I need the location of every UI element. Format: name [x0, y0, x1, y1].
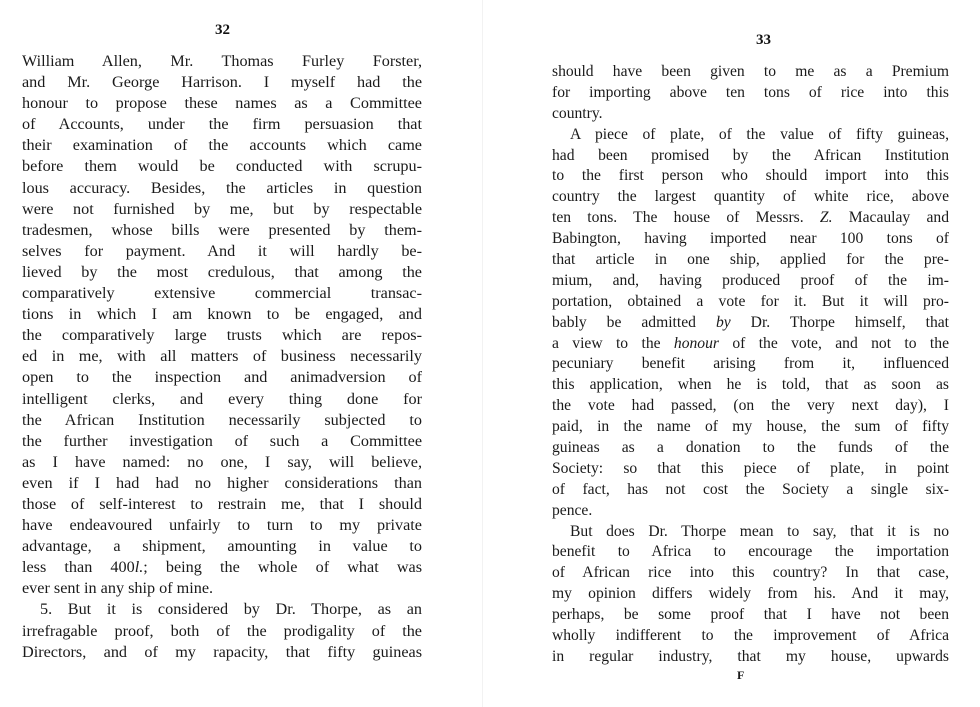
- text-line: Society: so that this piece of plate, in point: [552, 459, 949, 477]
- text-line: ten tons. The house of Messrs. Z. Macaulay and: [552, 209, 949, 227]
- page-number-left: 32: [215, 22, 230, 38]
- text-line: Babington, having imported near 100 tons of: [552, 230, 949, 248]
- text-line: ed in me, with all matters of business necessarily: [22, 347, 422, 366]
- text-line: bably be admitted by Dr. Thorpe himself, that: [552, 313, 949, 331]
- text-line: of fact, has not cost the Society a single six-: [552, 480, 949, 498]
- text-line: the comparatively large trusts which are repos-: [22, 326, 422, 345]
- text-line: of Accounts, under the firm persuasion that: [22, 115, 422, 134]
- text-line: have endeavoured unfairly to turn to my private: [22, 516, 422, 535]
- text-line: a view to the honour of the vote, and not to the: [552, 334, 949, 352]
- text-line: portation, obtained a vote for it. But it will pro-: [552, 292, 949, 310]
- text-line: should have been given to me as a Premium: [552, 63, 949, 80]
- text-line: selves for payment. And it will hardly be-: [22, 241, 422, 260]
- text-line: benefit to Africa to encourage the importation: [552, 543, 949, 561]
- text-line: of African rice into this country? In that case,: [552, 564, 949, 582]
- text-line: the further investigation of such a Committee: [22, 431, 422, 450]
- text-line: as I have named: no one, I say, will believe,: [22, 452, 422, 471]
- text-line: their examination of the accounts which came: [22, 136, 422, 155]
- text-line: lieved by the most credulous, that among the: [22, 262, 422, 281]
- text-line: paid, in the name of my house, the sum of fifty: [552, 418, 949, 436]
- text-line: before them would be conducted with scrupu-: [22, 157, 422, 176]
- text-line: irrefragable proof, both of the prodigality of the: [22, 621, 422, 640]
- text-line: less than 400l.; being the whole of what was: [22, 558, 422, 577]
- text-line: William Allen, Mr. Thomas Furley Forster,: [22, 52, 422, 70]
- text-line: in regular industry, that my house, upwards: [552, 647, 949, 665]
- text-line: country.: [552, 104, 603, 122]
- text-line: for importing above ten tons of rice into this: [552, 83, 949, 101]
- text-line: my opinion differs widely from his. And it may,: [552, 585, 949, 603]
- text-line: tradesmen, whose bills were presented by them-: [22, 220, 422, 239]
- text-line: ever sent in any ship of mine.: [22, 579, 214, 598]
- text-line: to the first person who should import into this: [552, 167, 949, 185]
- gutter: [482, 0, 483, 707]
- text-line: comparatively extensive commercial transac-: [22, 284, 422, 303]
- text-line: and Mr. George Harrison. I myself had the: [22, 73, 422, 92]
- text-line: country the largest quantity of white rice, above: [552, 188, 949, 206]
- text-line: perhaps, be some proof that I have not been: [552, 606, 949, 624]
- text-line: But does Dr. Thorpe mean to say, that it is no: [570, 522, 949, 540]
- signature-mark: F: [737, 668, 746, 682]
- text-line: Directors, and of my rapacity, that fifty guineas: [22, 642, 422, 661]
- text-line: guineas as a donation to the funds of the: [552, 439, 949, 457]
- text-line: were not furnished by me, but by respectable: [22, 199, 422, 218]
- text-line: lous accuracy. Besides, the articles in question: [22, 178, 422, 197]
- text-line: mium, and, having produced proof of the im-: [552, 271, 949, 289]
- text-line: the vote had passed, (on the very next day), I: [552, 397, 949, 415]
- text-line: this application, when he is told, that as soon as: [552, 376, 949, 394]
- text-line: wholly indifferent to the improvement of Africa: [552, 627, 949, 645]
- text-line: even if I had had no higher considerations than: [22, 473, 422, 492]
- text-line: that article in one ship, applied for the pre-: [552, 251, 949, 269]
- text-line: tions in which I am known to be engaged, and: [22, 305, 422, 324]
- text-line: intelligent clerks, and every thing done for: [22, 389, 422, 408]
- text-line: pence.: [552, 501, 593, 519]
- text-line: A piece of plate, of the value of fifty guineas,: [570, 125, 949, 143]
- text-line: those of self-interest to restrain me, that I should: [22, 494, 422, 513]
- page-number-right: 33: [756, 32, 771, 48]
- text-line: honour to propose these names as a Committee: [22, 94, 422, 113]
- text-line: the African Institution necessarily subjected to: [22, 410, 422, 429]
- text-line: open to the inspection and animadversion of: [22, 368, 422, 387]
- text-line: had been promised by the African Institution: [552, 146, 949, 164]
- right-page-text: [552, 62, 949, 668]
- text-line: advantage, a shipment, amounting in value to: [22, 537, 422, 556]
- text-line: pecuniary benefit arising from it, influenced: [552, 355, 949, 373]
- left-page-text: [22, 51, 422, 663]
- text-line: 5. But it is considered by Dr. Thorpe, as an: [40, 600, 422, 619]
